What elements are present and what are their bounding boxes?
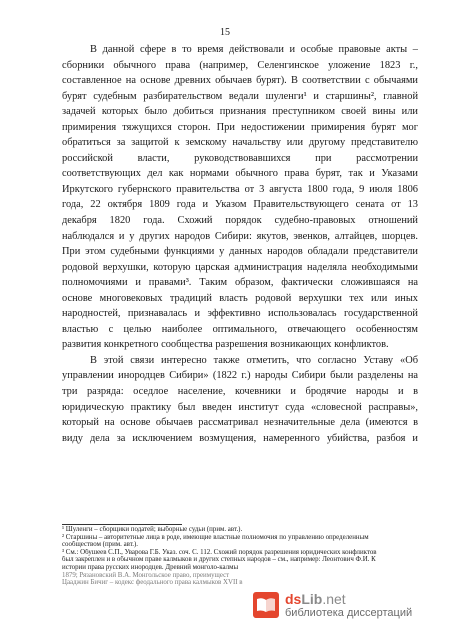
watermark-brand (285, 592, 412, 606)
watermark-subtitle: библиотека диссертаций (285, 606, 413, 619)
text-line: народностей, признавалась и эффективно использовалась государственной (62, 308, 418, 320)
text-line: соответствующих дел как нормами обычного права бурят, так и Указами (62, 168, 418, 180)
text-line: бурят судебным разбирательством ведали шуленги¹ и старшины², главной (62, 90, 418, 102)
footnote-line: ³ См.: Обушеев С.П., Уварова Г.Б. Указ. соч. С. 112. Схожий порядок разрешения юридических конфликтов (62, 548, 377, 556)
footnote-line: ¹ Шуленги – сборщики податей; выборные судьи (прим. авт.). (62, 526, 243, 533)
text-line: В этой связи интересно также отметить, что согласно Уставу «Об (90, 354, 418, 366)
footnote-line: Цааджин Бичиг – кодекс феодального права калмыков XVII в (62, 579, 243, 587)
text-line: В данной сфере в то время действовали и особые правовые акты – (90, 44, 418, 55)
text-line: родовой верхушки, которую царская администрация наделяла необходимыми (62, 261, 418, 273)
text-line: развития конкретного сообщества разрешения возникающих конфликтов. (62, 339, 389, 351)
brand-lib: Lib (301, 590, 323, 607)
page-number: 15 (220, 27, 230, 38)
text-line: властью с целью наиболее оптимального, отвечающего особенностям (62, 323, 418, 335)
footnote-line: сообществом (прим. авт.). (62, 541, 138, 549)
text-line: основе многовековых традиций власть родовой верхушки тех или иных (62, 292, 418, 304)
text-line: полномочиями и правами³. Таким образом, фактически сложившаяся на (62, 277, 418, 289)
text-line: российской власти, руководствовавшихся при рассмотрении (62, 152, 418, 164)
text-line: обратиться за защитой к земскому начальству или другому представителю (62, 137, 418, 149)
text-line: задачей которых было добиться признания преступником своей вины или (62, 106, 418, 118)
text-line: При этом судебными функциями у данных народов обладали представители (62, 246, 418, 258)
footnote-separator (62, 524, 182, 525)
text-line: года, 22 октября 1809 года и Указом Правительствующего сената от 13 (62, 199, 418, 211)
text-line: сборники обычного права (например, Селенгинское уложение 1823 г., (62, 59, 418, 71)
open-book-icon (252, 591, 280, 619)
text-line: примирения тяжущихся сторон. При недостижении примирения бурят мог (62, 121, 418, 133)
text-line: три разряда: оседлое население, кочевники и бродячие народы и в (62, 386, 418, 398)
text-line: управлении инородцев Сибири» (1822 г.) народы Сибири были разделены на (62, 370, 418, 382)
footnotes (62, 526, 418, 587)
footnote-line: был закреплен и в обычном праве калмыков и других степных народов – см., например: Леонтович Ф.И. К (62, 556, 376, 564)
body-text (62, 42, 418, 446)
footnote-line: ² Старшины – авторитетные лица в роде, имеющие властные полномочия по управлению определенным (62, 533, 369, 541)
text-line: декабря 1820 года. Схожий порядок судебно-правовых отношений (62, 215, 418, 227)
text-line: который на основе обычаев рассматривал незначительные дела (имеются в (62, 417, 418, 429)
footnote-line: истории права русских инородцев. Древний монголо-калмы (62, 563, 239, 571)
text-line: Иркутского губернского правительства от 3 августа 1800 года, 9 июля 1806 (62, 183, 418, 195)
text-line: наблюдался и у других народов Сибири: якутов, эвенков, алтайцев, шорцев. (62, 230, 418, 242)
text-line: виду дела за исключением возмущения, намеренного убийства, разбоя и (62, 432, 418, 444)
footnote-line: 1879; Рязановский В.А. Монгольское право, преимущест (62, 571, 230, 579)
text-line: юридическую практику был введен институт суда «словесной расправы», (62, 401, 418, 413)
brand-ds: ds (285, 590, 302, 607)
text-line: составленное на основе древних обычаев бурят). В соответствии с обычаями (62, 75, 418, 87)
brand-domain: .net (322, 590, 346, 607)
watermark[interactable] (252, 590, 442, 620)
